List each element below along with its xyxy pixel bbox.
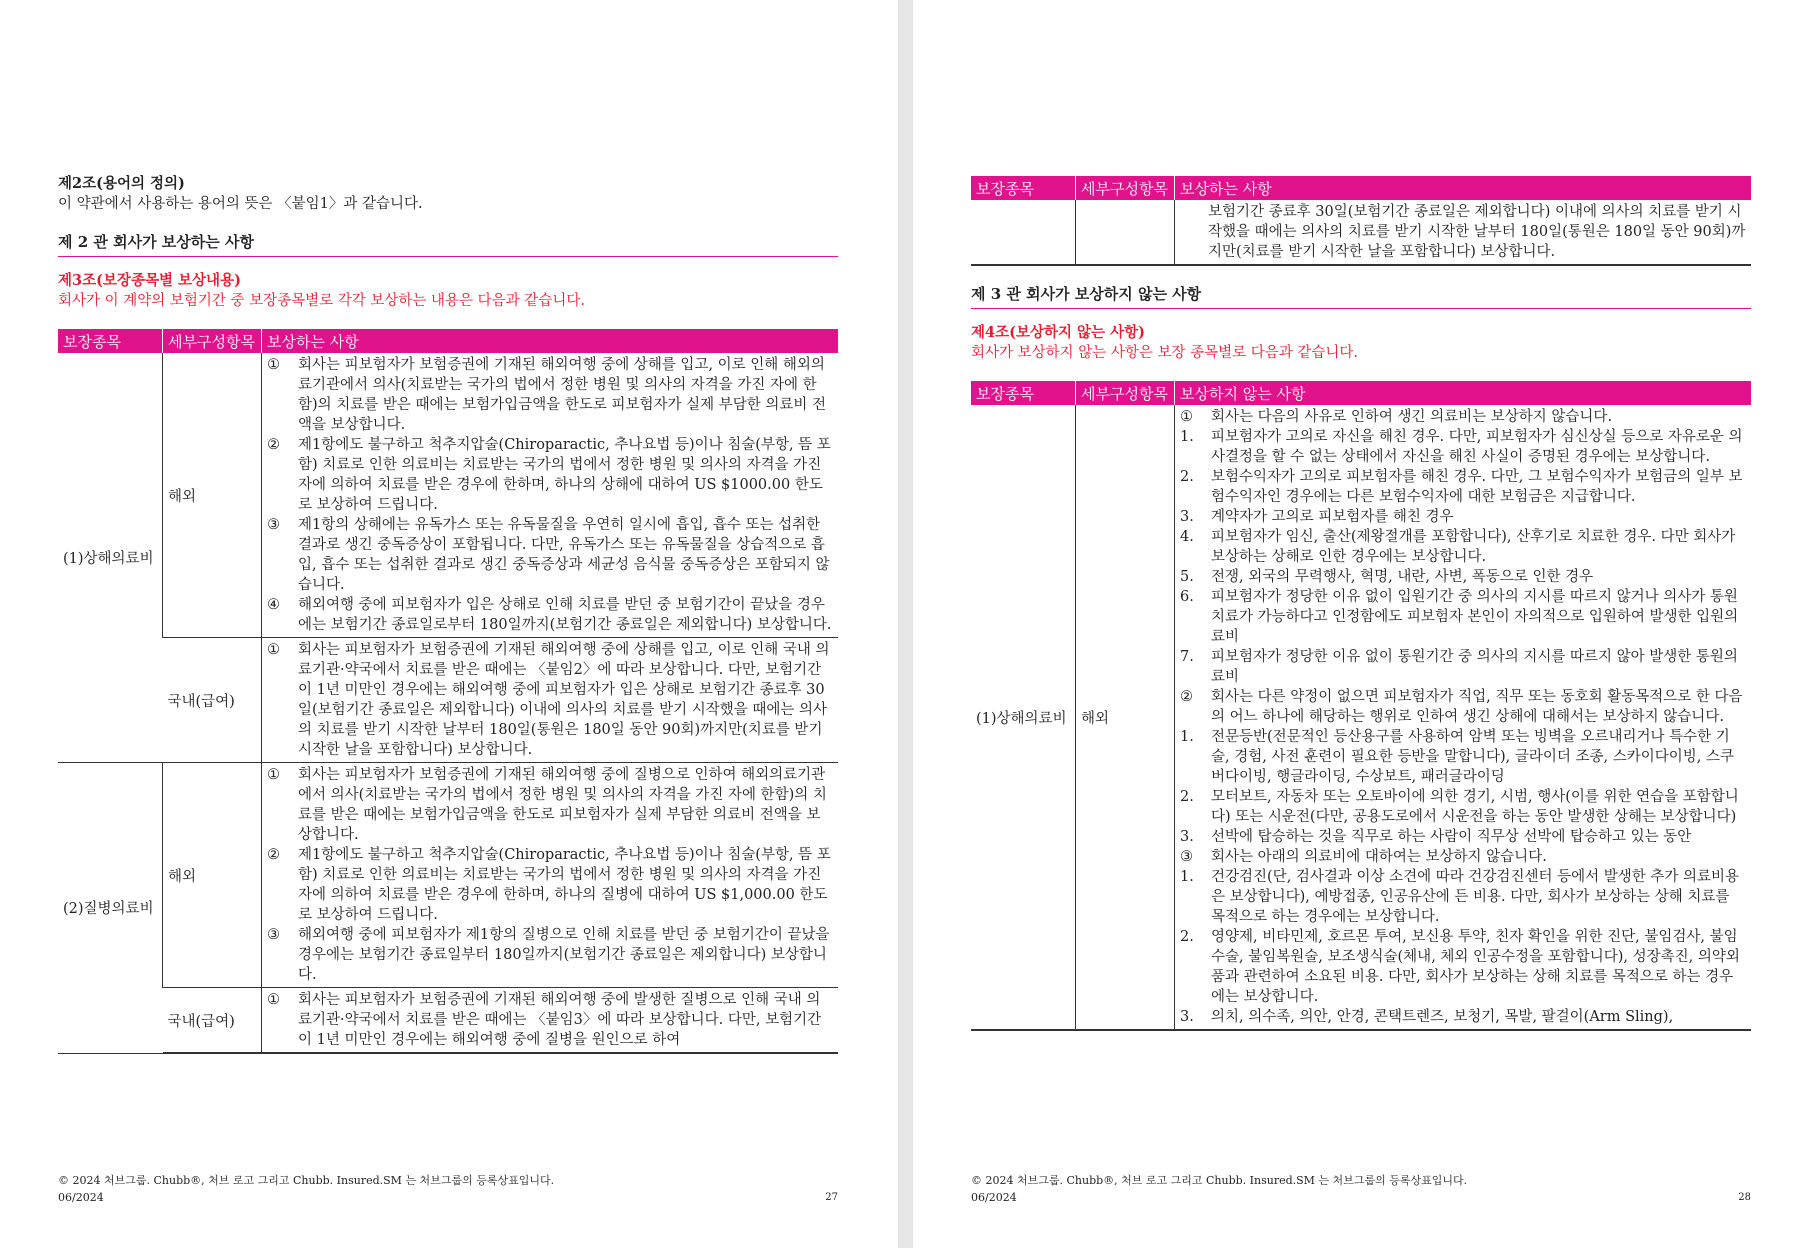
clause [267, 765, 833, 845]
header-sub-item: 세부구성항목 [1076, 176, 1175, 200]
coverage-item-cell: (1)상해의료비 [971, 405, 1076, 1030]
exclusion-table [971, 381, 1751, 1031]
clause-marker: 6. [1180, 589, 1194, 605]
exclusion-body-cell [1175, 405, 1752, 1030]
coverage-item-cell [971, 200, 1076, 265]
clause-text: 해외여행 중에 피보험자가 입은 상해로 인해 치료를 받던 중 보험기간이 끝났을 경우에는 보험기간 종료일로부터 180일까지(보험기간 종료일은 제외합니다) 보상합니다. [298, 597, 832, 633]
clause-text: 선박에 탑승하는 것을 직무로 하는 사람이 직무상 선박에 탑승하고 있는 동안 [1211, 829, 1692, 845]
article-4-title: 제4조(보상하지 않는 사항) [971, 324, 1145, 341]
header-coverage-item: 보장종목 [58, 329, 163, 353]
clause [1180, 467, 1746, 507]
clause [1180, 867, 1746, 927]
table-header-row [971, 381, 1751, 405]
clause [267, 355, 833, 435]
coverage-table-continued [971, 176, 1751, 266]
clause [267, 925, 833, 985]
clause-text: 제1항에도 불구하고 척추지압술(Chiroparactic, 추나요법 등)이나 침술(부항, 뜸 포함) 치료로 인한 의료비는 치료받는 국가의 법에서 정한 병원 및 의사의 자격을 가진 자에 의하여 치료를 받은 경우에 한하며, 하나의 상해에 대하여 US $1000.00 한도로 보상하여 드립니다. [298, 437, 831, 513]
clause-text: 회사는 다음의 사유로 인하여 생긴 의료비는 보상하지 않습니다. [1211, 409, 1613, 425]
header-sub-item: 세부구성항목 [1076, 381, 1175, 405]
clause [267, 990, 833, 1050]
article-2-title: 제2조(용어의 정의) [58, 175, 185, 192]
coverage-table [58, 329, 838, 1054]
coverage-body-cell [262, 638, 839, 763]
clause-text: 제1항의 상해에는 유독가스 또는 유독물질을 우연히 일시에 흡입, 흡수 또는 섭취한 결과로 생긴 중독증상이 포함됩니다. 다만, 유독가스 또는 유독물질을 상습적으로 흡입, 흡수 또는 섭취한 결과로 생긴 중독증상과 세균성 음식물 중독증상은 포함되지 않습니다. [298, 517, 830, 593]
clause-text: 계약자가 고의로 피보험자를 해친 경우 [1211, 509, 1454, 525]
clause-marker: 3. [1180, 1009, 1194, 1025]
table-row [58, 638, 838, 763]
clause-marker: ② [1180, 689, 1193, 705]
right-content [971, 176, 1751, 1031]
coverage-body-cell [262, 353, 839, 638]
clause [1180, 827, 1746, 847]
clause-marker: ③ [267, 927, 280, 943]
header-excluded-matters: 보상하지 않는 사항 [1175, 381, 1752, 405]
coverage-item-cell: (1)상해의료비 [58, 353, 163, 763]
clause-text: 건강검진(단, 검사결과 이상 소견에 따라 건강검진센터 등에서 발생한 추가 의료비용은 보상합니다), 예방접종, 인공유산에 든 비용. 다만, 회사가 보상하는 상해 치료를 목적으로 하는 경우에는 보상합니다. [1211, 869, 1739, 925]
clause [267, 435, 833, 515]
clause [1180, 927, 1746, 1007]
clause-marker: 4. [1180, 529, 1194, 545]
clause-text: 보험기간 종료후 30일(보험기간 종료일은 제외합니다) 이내에 의사의 치료를 받기 시작했을 때에는 의사의 치료를 받기 시작한 날부터 180일(통원은 180일 동안 90회)까지만(치료를 받기 시작한 날을 포함합니다) 보상합니다. [1208, 204, 1746, 260]
sub-item-cell: 해외 [163, 353, 262, 638]
footer-copyright: © 2024 처브그룹. Chubb®, 처브 로고 그리고 Chubb. Insured.SM 는 처브그룹의 등록상표입니다. [58, 1174, 555, 1187]
clause [1180, 727, 1746, 787]
clause [1180, 647, 1746, 687]
clause-text: 의치, 의수족, 의안, 안경, 콘택트렌즈, 보청기, 목발, 팔걸이(Arm Sling), [1211, 1009, 1674, 1025]
clause-marker: 3. [1180, 509, 1194, 525]
sub-item-cell: 국내(급여) [163, 988, 262, 1054]
footer [58, 1172, 838, 1206]
clause-text: 회사는 피보험자가 보험증권에 기재된 해외여행 중에 발생한 질병으로 인해 국내 의료기관·약국에서 치료를 받은 때에는 〈붙임3〉에 따라 보상합니다. 다만, 보험기간이 1년 미만인 경우에는 해외여행 중에 질병을 원인으로 하여 [298, 992, 822, 1048]
clause [1180, 507, 1746, 527]
footer-copyright: © 2024 처브그룹. Chubb®, 처브 로고 그리고 Chubb. Insured.SM 는 처브그룹의 등록상표입니다. [971, 1174, 1468, 1187]
coverage-body-cell [1175, 200, 1752, 265]
sub-item-cell: 해외 [163, 763, 262, 988]
clause [1180, 567, 1746, 587]
clause-marker: ① [1180, 409, 1193, 425]
clause-marker: ③ [267, 517, 280, 533]
article-3-title: 제3조(보장종목별 보상내용) [58, 272, 241, 289]
coverage-item-cell: (2)질병의료비 [58, 763, 163, 1054]
clause-text: 전문등반(전문적인 등산용구를 사용하여 암벽 또는 빙벽을 오르내리거나 특수한 기술, 경험, 사전 훈련이 필요한 등반을 말합니다), 글라이더 조종, 스카이다이빙, 스쿠버다이빙, 행글라이딩, 수상보트, 패러글라이딩 [1211, 729, 1735, 785]
clause-text: 회사는 피보험자가 보험증권에 기재된 해외여행 중에 상해를 입고, 이로 인해 국내 의료기관·약국에서 치료를 받은 때에는 〈붙임2〉에 따라 보상합니다. 다만, 보험기간이 1년 미만인 경우에는 해외여행 중에 피보험자가 입은 상해로 보험기간 종료후 30일(보험기간 종료일은 제외합니다) 이내에 의사의 치료를 받기 시작했을 때에는 의사의 치료를 받기 시작한 날부터 180일(통원은 180일 동안 90회)까지만(치료를 받기 시작한 날을 포함합니다) 보상합니다. [298, 642, 830, 758]
clause [1180, 1007, 1746, 1027]
table-row [58, 988, 838, 1054]
header-sub-item: 세부구성항목 [163, 329, 262, 353]
clause-text: 전쟁, 외국의 무력행사, 혁명, 내란, 사변, 폭동으로 인한 경우 [1211, 569, 1594, 585]
clause [267, 515, 833, 595]
page-27 [0, 0, 898, 1248]
article-2-text: 이 약관에서 사용하는 용어의 뜻은 〈붙임1〉과 같습니다. [58, 196, 423, 212]
clause [1180, 847, 1746, 867]
clause [1180, 407, 1746, 427]
clause-marker: 5. [1180, 569, 1194, 585]
section-2-title: 제 2 관 회사가 보상하는 사항 [58, 232, 838, 257]
clause-marker: ① [267, 642, 280, 658]
clause [1180, 527, 1746, 567]
table-header-row [58, 329, 838, 353]
article-3-text: 회사가 이 계약의 보험기간 중 보장종목별로 각각 보상하는 내용은 다음과 같습니다. [58, 293, 585, 309]
clause [267, 595, 833, 635]
clause-marker: ② [267, 437, 280, 453]
clause-text: 피보험자가 정당한 이유 없이 입원기간 중 의사의 지시를 따르지 않거나 의사가 통원치료가 가능하다고 인정함에도 피보험자 본인이 자의적으로 입원하여 발생한 입원의료비 [1211, 589, 1739, 645]
clause [1180, 427, 1746, 467]
clause-text: 피보험자가 정당한 이유 없이 통원기간 중 의사의 지시를 따르지 않아 발생한 통원의료비 [1211, 649, 1738, 685]
sub-item-cell [1076, 200, 1175, 265]
clause-marker: 1. [1180, 429, 1194, 445]
clause [267, 845, 833, 925]
clause-text: 회사는 다른 약정이 없으면 피보험자가 직업, 직무 또는 동호회 활동목적으로 한 다음의 어느 하나에 해당하는 행위로 인하여 생긴 상해에 대해서는 보상하지 않습니다. [1211, 689, 1743, 725]
coverage-body-cell [262, 763, 839, 988]
sub-item-cell: 국내(급여) [163, 638, 262, 763]
clause [1180, 687, 1746, 727]
header-covered-matters: 보상하는 사항 [1175, 176, 1752, 200]
clause-text: 제1항에도 불구하고 척추지압술(Chiroparactic, 추나요법 등)이나 침술(부항, 뜸 포함) 치료로 인한 의료비는 치료받는 국가의 법에서 정한 병원 및 의사의 자격을 가진 자에 의하여 치료를 받은 경우에 한하며, 하나의 질병에 대하여 US $1,000.00 한도로 보상하여 드립니다. [298, 847, 831, 923]
clause-marker: 3. [1180, 829, 1194, 845]
clause-text: 보험수익자가 고의로 피보험자를 해친 경우. 다만, 그 보험수익자가 보험금의 일부 보험수익자인 경우에는 다른 보험수익자에 대한 보험금은 지급합니다. [1211, 469, 1743, 505]
clause-marker: 1. [1180, 729, 1194, 745]
clause-text: 해외여행 중에 피보험자가 제1항의 질병으로 인해 치료를 받던 중 보험기간이 끝났을 경우에는 보험기간 종료일부터 180일까지(보험기간 종료일은 제외합니다) 보상합니다. [298, 927, 830, 983]
clause-marker: 1. [1180, 869, 1194, 885]
left-content [58, 174, 838, 1054]
table-row [971, 200, 1751, 265]
table-row [58, 763, 838, 988]
table-header-row [971, 176, 1751, 200]
page-number: 28 [1738, 1192, 1751, 1203]
clause-text: 회사는 피보험자가 보험증권에 기재된 해외여행 중에 질병으로 인하여 해외의료기관에서 의사(치료받는 국가의 법에서 정한 병원 및 의사의 자격을 가진 자에 한함)의 치료를 받은 때에는 보험가입금액을 한도로 피보험자가 실제 부담한 의료비 전액을 보상합니다. [298, 767, 827, 843]
clause-text: 영양제, 비타민제, 호르몬 투여, 보신용 투약, 친자 확인을 위한 진단, 불임검사, 불임수술, 불임복원술, 보조생식술(체내, 체외 인공수정을 포함합니다), 성장촉진, 의약외품과 관련하여 소요된 비용. 다만, 회사가 보상하는 상해 치료를 목적으로 하는 경우에는 보상합니다. [1211, 929, 1740, 1005]
clause-marker: 2. [1180, 789, 1194, 805]
table-row [971, 405, 1751, 1030]
clause-marker: 2. [1180, 929, 1194, 945]
clause-marker: ② [267, 847, 280, 863]
header-coverage-item: 보장종목 [971, 176, 1076, 200]
clause-text: 피보험자가 고의로 자신을 해친 경우. 다만, 피보험자가 심신상실 등으로 자유로운 의사결정을 할 수 없는 상태에서 자신을 해친 사실이 증명된 경우에는 보상합니다. [1211, 429, 1743, 465]
clause-marker: ③ [1180, 849, 1193, 865]
clause-text: 회사는 아래의 의료비에 대하여는 보상하지 않습니다. [1211, 849, 1547, 865]
sub-item-cell: 해외 [1076, 405, 1175, 1030]
footer-date: 06/2024 [971, 1191, 1017, 1204]
header-coverage-item: 보장종목 [971, 381, 1076, 405]
header-covered-matters: 보상하는 사항 [262, 329, 839, 353]
footer-date: 06/2024 [58, 1191, 104, 1204]
clause-marker: ① [267, 767, 280, 783]
clause [267, 640, 833, 760]
footer [971, 1172, 1751, 1206]
section-3-title: 제 3 관 회사가 보상하지 않는 사항 [971, 284, 1751, 309]
article-4-text: 회사가 보상하지 않는 사항은 보장 종목별로 다음과 같습니다. [971, 345, 1359, 361]
clause-text: 회사는 피보험자가 보험증권에 기재된 해외여행 중에 상해를 입고, 이로 인해 해외의료기관에서 의사(치료받는 국가의 법에서 정한 병원 및 의사의 자격을 가진 자에 한함)의 치료를 받은 때에는 보험가입금액을 한도로 피보험자가 실제 부담한 의료비 전액을 보상합니다. [298, 357, 826, 433]
clause-marker: ① [267, 357, 280, 373]
clause-marker: ④ [267, 597, 280, 613]
clause-text: 피보험자가 임신, 출산(제왕절개를 포함합니다), 산후기로 치료한 경우. 다만 회사가 보상하는 상해로 인한 경우에는 보상합니다. [1211, 529, 1736, 565]
table-row [58, 353, 838, 638]
coverage-body-cell [262, 988, 839, 1054]
page-28 [913, 0, 1800, 1248]
clause [1180, 587, 1746, 647]
page-number: 27 [825, 1192, 838, 1203]
clause-marker: 7. [1180, 649, 1194, 665]
clause-text: 모터보트, 자동차 또는 오토바이에 의한 경기, 시범, 행사(이를 위한 연습을 포함합니다) 또는 시운전(다만, 공용도로에서 시운전을 하는 동안 발생한 상해는 보상합니다) [1211, 789, 1739, 825]
clause-marker: ① [267, 992, 280, 1008]
clause [1180, 787, 1746, 827]
clause-marker: 2. [1180, 469, 1194, 485]
